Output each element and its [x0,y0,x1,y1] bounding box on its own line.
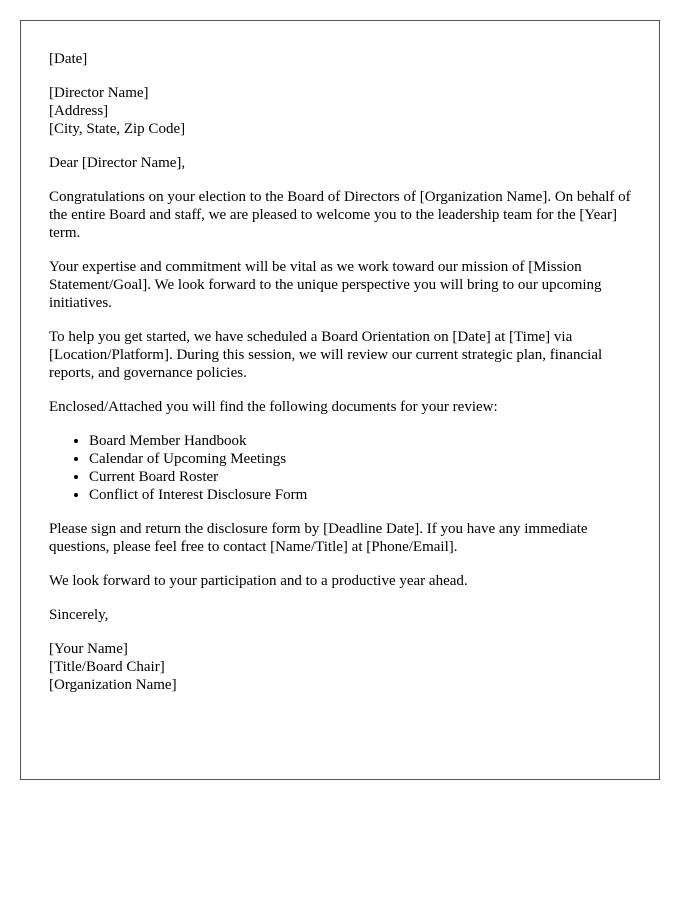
closing: Sincerely, [49,607,109,623]
paragraph-sign-return: Please sign and return the disclosure form by [Deadline Date]. If you have any immediate questions, please feel free to contact [Name/Title] at [Phone/Email]. [49,521,588,555]
recipient-address-block [49,84,631,138]
signature-name: [Your Name] [49,641,128,657]
recipient-address: [Address] [49,103,109,119]
recipient-city-state-zip: [City, State, Zip Code] [49,121,186,137]
list-item: • Conflict of Interest Disclosure Form [89,486,631,504]
letter-page [20,20,660,780]
salutation: Dear [Director Name], [49,155,186,171]
letter-date: [Date] [49,51,88,67]
paragraph-congratulations: Congratulations on your election to the Board of Directors of [Organization Name]. On behalf of the entire Board and staff, we are pleased to welcome you to the leadership team for the [Year] term. [49,189,631,241]
paragraph-closing-remark: We look forward to your participation and to a productive year ahead. [49,573,468,589]
paragraph-documents-intro: Enclosed/Attached you will find the following documents for your review: [49,399,498,415]
list-item: • Current Board Roster [89,468,631,486]
signature-title: [Title/Board Chair] [49,659,165,675]
recipient-name: [Director Name] [49,85,149,101]
list-item: • Calendar of Upcoming Meetings [89,450,631,468]
signature-block [49,640,631,694]
documents-list [49,432,631,504]
paragraph-orientation: To help you get started, we have scheduled a Board Orientation on [Date] at [Time] via [Location/Platform]. During this session, we will review our current strategic plan, financial reports, and governance policies. [49,329,603,381]
paragraph-expertise: Your expertise and commitment will be vital as we work toward our mission of [Mission Statement/Goal]. We look forward to the unique perspective you will bring to our upcoming initiatives. [49,259,602,311]
list-item: • Board Member Handbook [89,432,631,450]
signature-organization: [Organization Name] [49,677,177,693]
